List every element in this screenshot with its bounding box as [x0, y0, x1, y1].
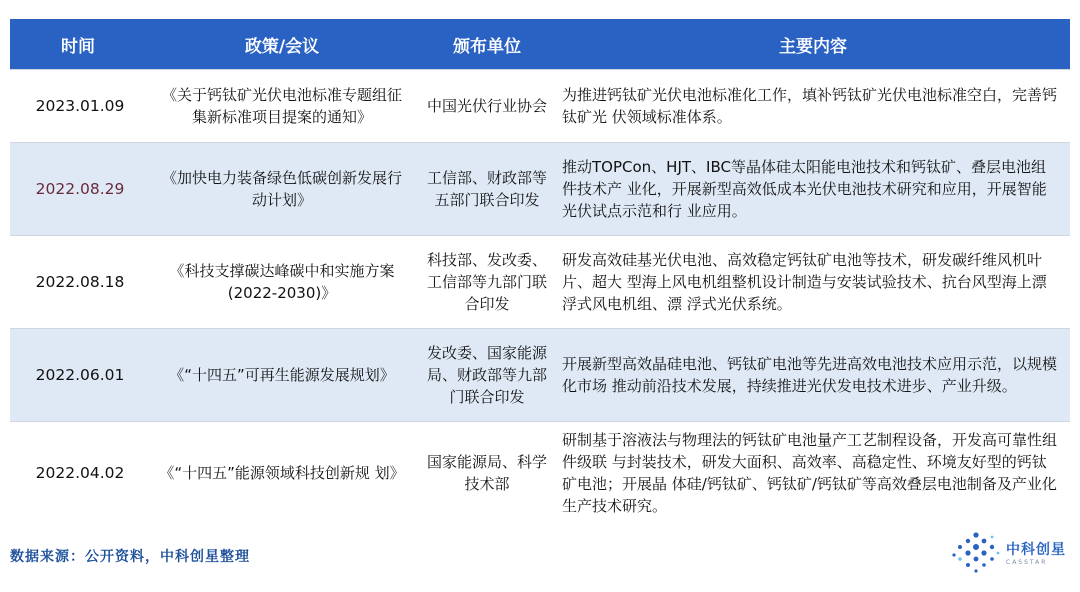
data-source-note: 数据来源：公开资料，中科创星整理 — [10, 549, 250, 565]
row-unit: 发改委、国家能源局、财政部等九部门联合印发 — [426, 344, 547, 406]
row-content: 研制基于溶液法与物理法的钙钛矿电池量产工艺制程设备，开发高可靠性组件级联 与封装技术，研发大面积、高效率、高稳定性、环境友好型的钙钛矿电池；开展晶 体硅/钙钛矿、钙钛矿/钙钛矿等高效叠层电池制备及产业化生产技术研究。 — [562, 431, 1058, 515]
row-content: 为推进钙钛矿光伏电池标准化工作，填补钙钛矿光伏电池标准空白，完善钙钛矿光 伏领域标准体系。 — [562, 86, 1058, 126]
row-unit: 国家能源局、科学技术部 — [426, 453, 547, 493]
row-date: 2022.06.01 — [35, 366, 125, 384]
row-date: 2022.08.18 — [35, 273, 125, 291]
header-unit: 颁布单位 — [453, 36, 521, 57]
row-date: 2023.01.09 — [35, 97, 125, 115]
row-date: 2022.08.29 — [35, 180, 125, 198]
row-content: 开展新型高效晶硅电池、钙钛矿电池等先进高效电池技术应用示范，以规模化市场 推动前沿技术发展，持续推进光伏发电技术进步、产业升级。 — [562, 355, 1058, 395]
logo-name-cn: 中科创星 — [1006, 541, 1066, 558]
table-row — [10, 69, 1070, 142]
table-header — [10, 19, 1070, 69]
row-unit: 工信部、财政部等五部门联合印发 — [426, 169, 547, 209]
row-policy: 《关于钙钛矿光伏电池标准专题组征集新标准项目提案的通知》 — [161, 86, 402, 126]
row-unit: 中国光伏行业协会 — [426, 97, 547, 115]
table-row — [10, 235, 1070, 328]
row-policy: 《科技支撑碳达峰碳中和实施方案(2022-2030)》 — [169, 262, 395, 302]
row-content: 推动TOPCon、HJT、IBC等晶体硅太阳能电池技术和钙钛矿、叠层电池组件技术产 业化，开展新型高效低成本光伏电池技术研究和应用，开展智能光伏试点示范和行 业应用。 — [562, 158, 1047, 220]
table-row — [10, 142, 1070, 235]
policy-table — [10, 19, 1070, 524]
casstar-logo — [948, 528, 1068, 576]
star-dots-icon — [948, 529, 1002, 575]
row-policy: 《“十四五”可再生能源发展规划》 — [169, 366, 395, 384]
table-row — [10, 421, 1070, 524]
logo-name-en: CASSTAR — [1006, 558, 1048, 566]
header-content: 主要内容 — [779, 36, 847, 57]
row-policy: 《加快电力装备绿色低碳创新发展行动计划》 — [161, 169, 402, 209]
header-time: 时间 — [61, 36, 95, 57]
table-row — [10, 328, 1070, 421]
header-policy: 政策/会议 — [244, 36, 320, 57]
row-content: 研发高效硅基光伏电池、高效稳定钙钛矿电池等技术，研发碳纤维风机叶片、超大 型海上风电机组整机设计制造与安装试验技术、抗台风型海上漂浮式风电机组、漂 浮式光伏系统。 — [562, 251, 1047, 313]
row-date: 2022.04.02 — [35, 464, 125, 482]
row-policy: 《“十四五”能源领域科技创新规 划》 — [159, 464, 405, 482]
row-unit: 科技部、发改委、工信部等九部门联合印发 — [426, 251, 547, 313]
